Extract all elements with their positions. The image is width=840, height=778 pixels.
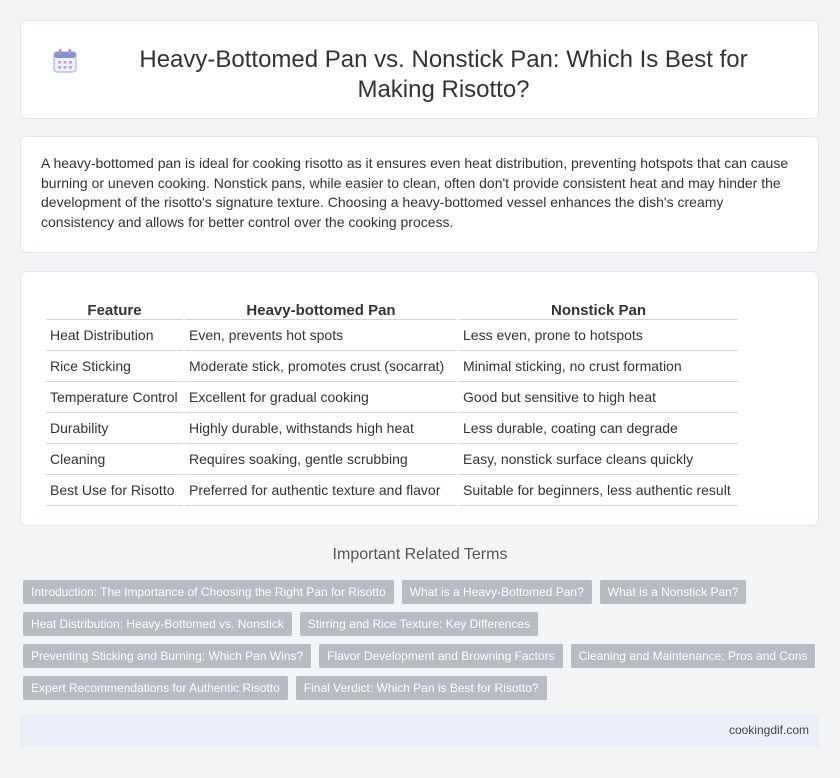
comparison-table — [44, 295, 740, 506]
heavy-bottomed-cell: Requires soaking, gentle scrubbing — [185, 444, 457, 475]
nonstick-cell: Suitable for beginners, less authentic result — [459, 475, 738, 506]
heavy-bottomed-cell: Excellent for gradual cooking — [185, 382, 457, 413]
heavy-bottomed-cell: Preferred for authentic texture and flavor — [185, 475, 457, 506]
table-header-row — [46, 295, 738, 320]
header-card — [20, 20, 819, 119]
related-term-tag[interactable]: Preventing Sticking and Burning: Which Pan Wins? — [23, 644, 311, 668]
calendar-icon — [51, 47, 79, 75]
site-name[interactable]: cookingdif.com — [728, 723, 809, 737]
comparison-card — [20, 271, 819, 526]
nonstick-cell: Good but sensitive to high heat — [459, 382, 738, 413]
table-row — [46, 413, 738, 444]
heavy-bottomed-cell: Highly durable, withstands high heat — [185, 413, 457, 444]
table-row — [46, 382, 738, 413]
related-term-tag[interactable]: What is a Heavy-Bottomed Pan? — [402, 580, 592, 604]
header-feature: Feature — [46, 295, 183, 320]
feature-cell: Cleaning — [46, 444, 183, 475]
nonstick-cell: Minimal sticking, no crust formation — [459, 351, 738, 382]
feature-cell: Heat Distribution — [46, 320, 183, 351]
related-term-tag[interactable]: Stirring and Rice Texture: Key Differences — [300, 612, 538, 636]
nonstick-cell: Less even, prone to hotspots — [459, 320, 738, 351]
related-term-tag[interactable]: Introduction: The Importance of Choosing the Right Pan for Risotto — [23, 580, 394, 604]
related-terms-list — [23, 580, 823, 708]
intro-card — [20, 136, 819, 253]
nonstick-cell: Less durable, coating can degrade — [459, 413, 738, 444]
related-term-tag[interactable]: Cleaning and Maintenance: Pros and Cons — [571, 644, 816, 668]
table-row — [46, 351, 738, 382]
feature-cell: Durability — [46, 413, 183, 444]
related-term-tag[interactable]: Final Verdict: Which Pan is Best for Risotto? — [296, 676, 547, 700]
table-row — [46, 475, 738, 506]
related-term-tag[interactable]: Flavor Development and Browning Factors — [319, 644, 562, 668]
header-nonstick: Nonstick Pan — [459, 295, 738, 320]
footer — [20, 714, 819, 747]
feature-cell: Rice Sticking — [46, 351, 183, 382]
table-row — [46, 320, 738, 351]
header-heavy-bottomed: Heavy-bottomed Pan — [185, 295, 457, 320]
intro-paragraph: A heavy-bottomed pan is ideal for cooking risotto as it ensures even heat distribution, preventing hotspots that can cause burning or uneven cooking. Nonstick pans, while easier to clean, often don't provide consistent heat and may hinder the development of the risotto's signature texture. Choosing a heavy-bottomed vessel enhances the dish's creamy consistency and allows for better control over the cooking process. — [41, 155, 789, 230]
page-title: Heavy-Bottomed Pan vs. Nonstick Pan: Which Is Best for Making Risotto? — [139, 46, 748, 103]
nonstick-cell: Easy, nonstick surface cleans quickly — [459, 444, 738, 475]
table-row — [46, 444, 738, 475]
feature-cell: Temperature Control — [46, 382, 183, 413]
feature-cell: Best Use for Risotto — [46, 475, 183, 506]
related-terms-heading: Important Related Terms — [332, 546, 508, 563]
related-term-tag[interactable]: Expert Recommendations for Authentic Risotto — [23, 676, 288, 700]
related-term-tag[interactable]: Heat Distribution: Heavy-Bottomed vs. Nonstick — [23, 612, 292, 636]
heavy-bottomed-cell: Even, prevents hot spots — [185, 320, 457, 351]
heavy-bottomed-cell: Moderate stick, promotes crust (socarrat) — [185, 351, 457, 382]
related-term-tag[interactable]: What is a Nonstick Pan? — [600, 580, 747, 604]
